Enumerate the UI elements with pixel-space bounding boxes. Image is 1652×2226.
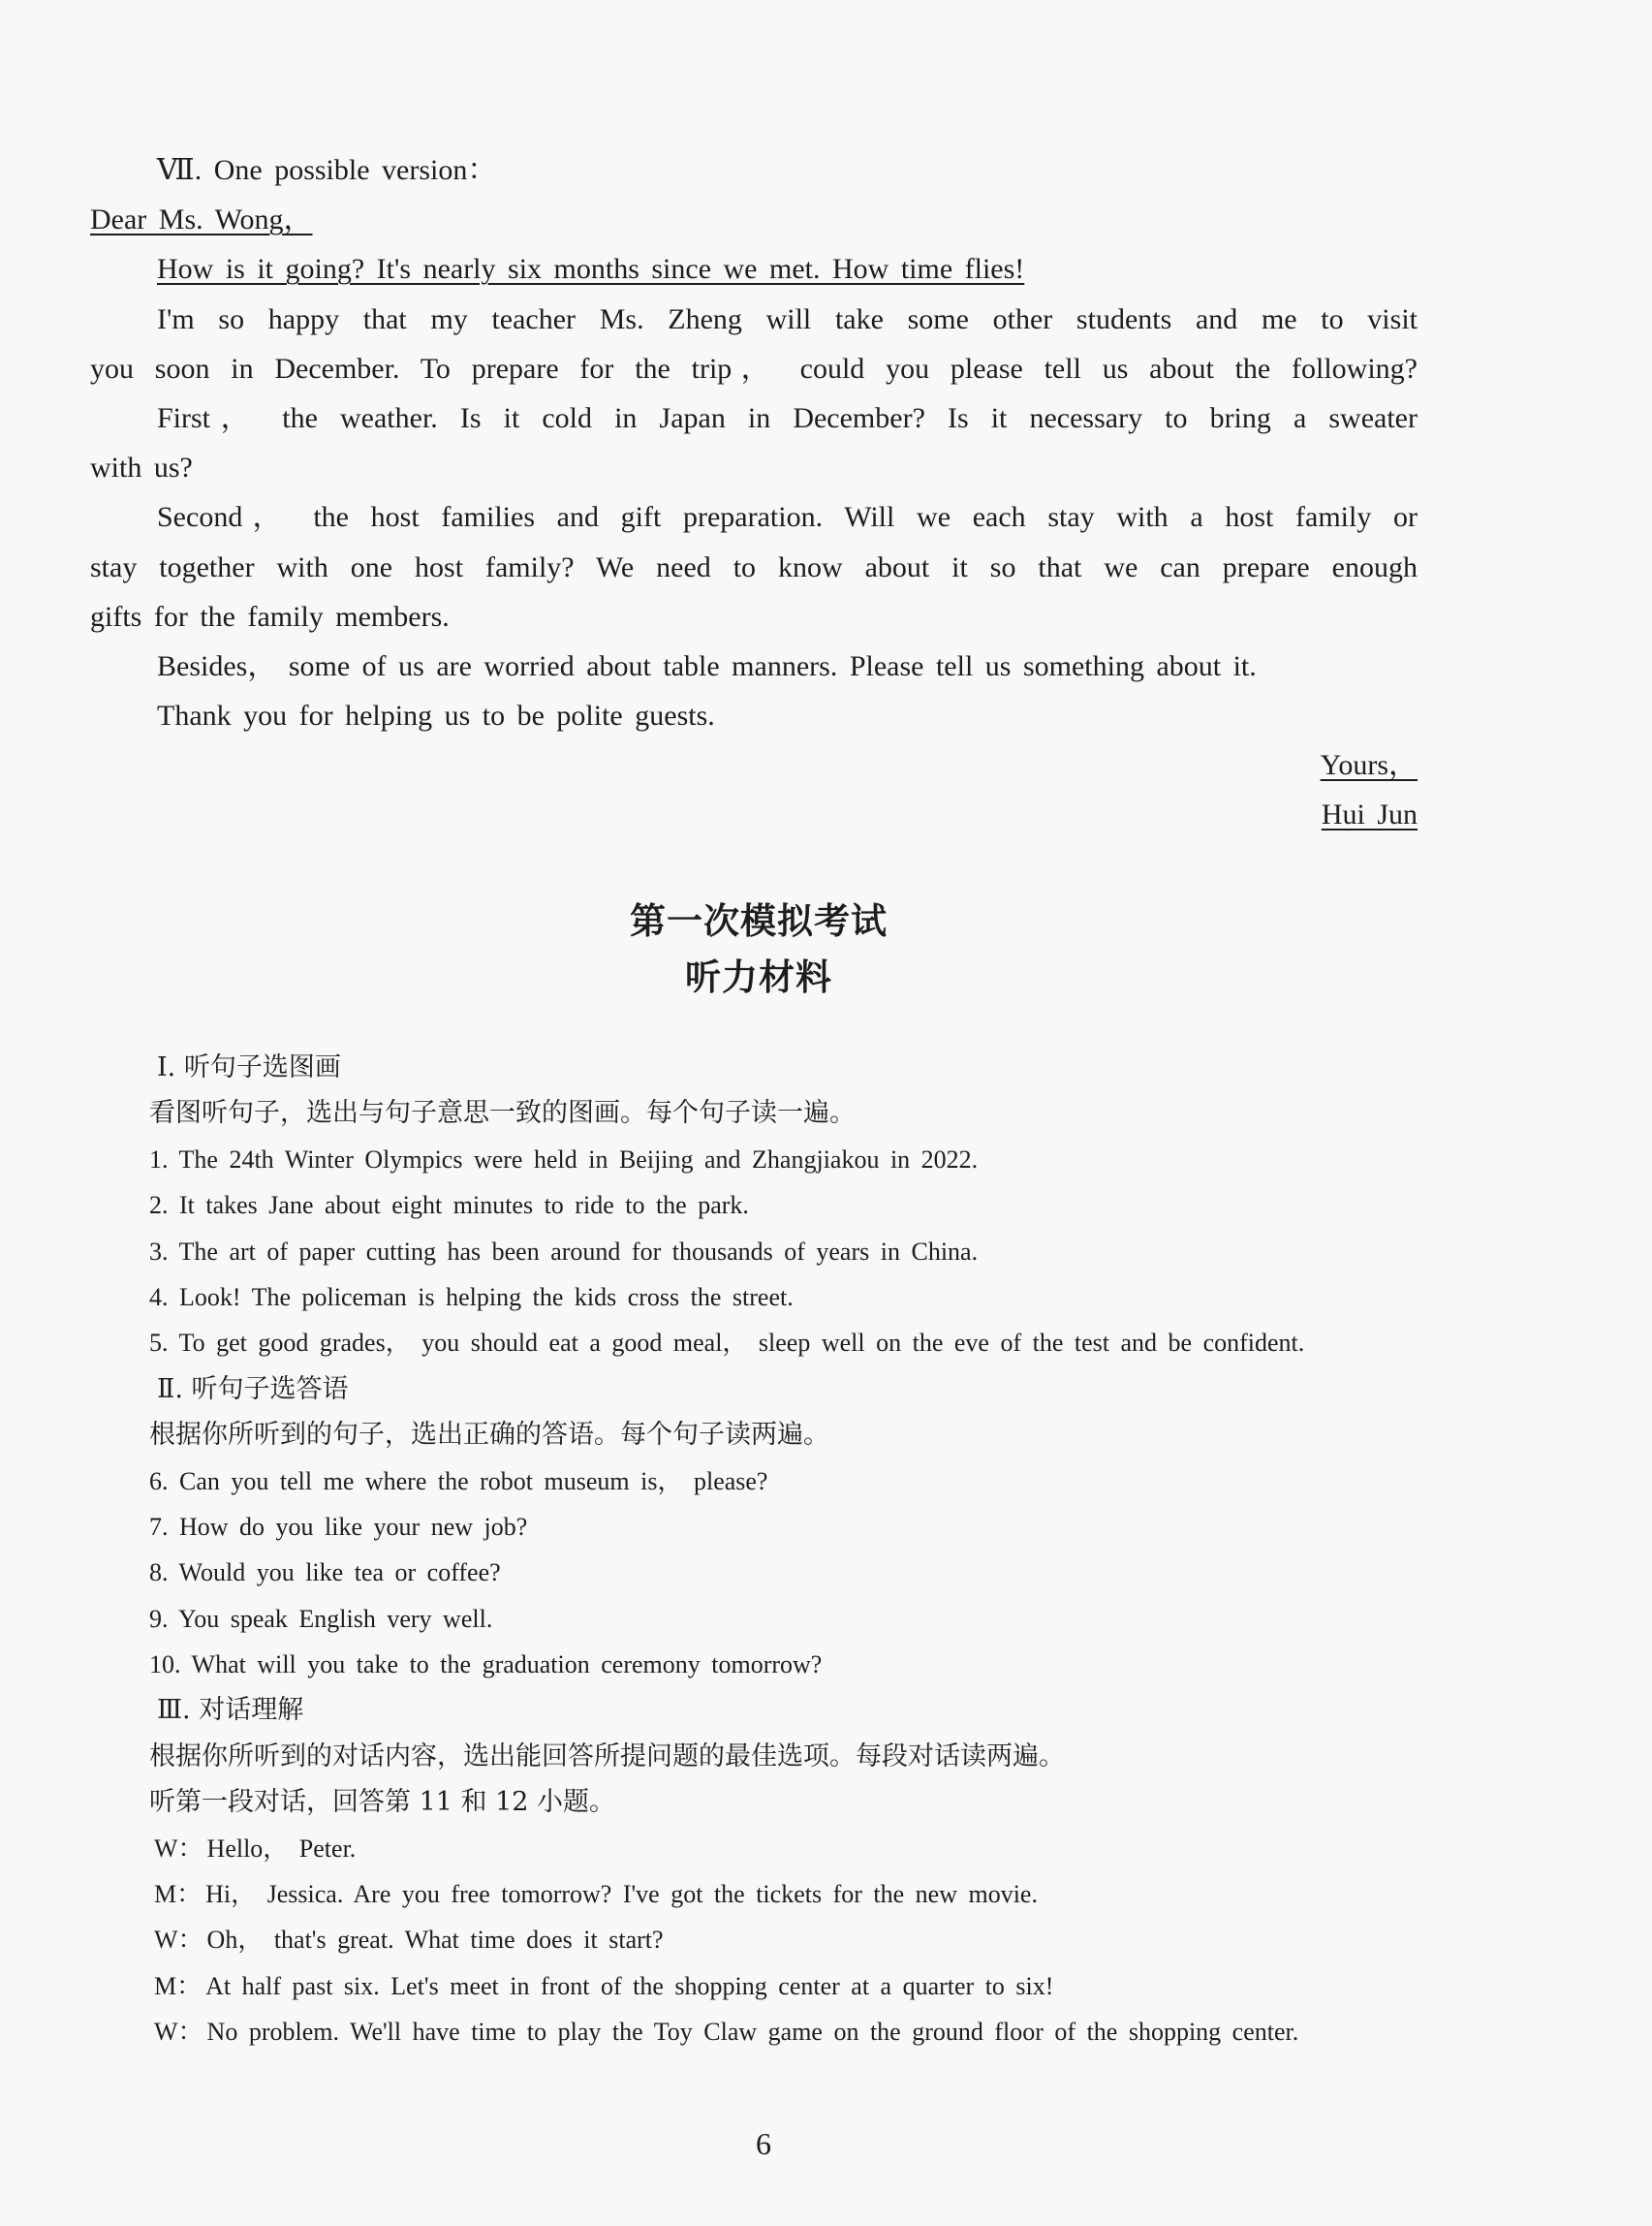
section-heading: Ⅶ. One possible version： — [157, 154, 497, 186]
letter-line: you soon in December. To prepare for the trip， could you please tell us about the following? — [90, 352, 1418, 385]
letter-line: gifts for the family members. — [90, 600, 450, 633]
letter-line: I'm so happy that my teacher Ms. Zheng will take some other students and me to visit — [157, 302, 1418, 335]
exam-heading — [90, 894, 1427, 1006]
letter-line: Thank you for helping us to be polite guests. — [157, 700, 715, 733]
part1-instruction: 看图听句子，选出与句子意思一致的图画。每个句子读一遍。 — [149, 1098, 856, 1129]
dialogue-text: Hello， Peter. — [206, 1834, 357, 1863]
dialogue-line — [149, 2009, 1418, 2054]
question-item: 1. The 24th Winter Olympics were held in Beijing and Zhangjiakou in 2022. — [149, 1144, 979, 1174]
letter-closing — [90, 740, 1418, 790]
question-item: 10. What will you take to the graduation ceremony tomorrow? — [149, 1650, 823, 1679]
dialogue-text: Hi， Jessica. Are you free tomorrow? I've got the tickets for the new movie. — [205, 1880, 1038, 1909]
question-item: 4. Look! The policeman is helping the kids cross the street. — [149, 1282, 794, 1311]
dialogue-line — [149, 1826, 1418, 1871]
dialogue-text: Oh， that's great. What time does it start? — [206, 1926, 664, 1955]
part3-heading: Ⅲ. 对话理解 — [157, 1695, 304, 1726]
part3-sub-instruction: 听第一段对话，回答第 11 和 12 小题。 — [149, 1787, 616, 1818]
question-item: 7. How do you like your new job? — [149, 1512, 528, 1541]
speaker-label: W： — [154, 2018, 203, 2047]
letter-salutation — [90, 195, 1418, 244]
speaker-label: W： — [154, 1834, 203, 1863]
speaker-label: M： — [154, 1880, 203, 1909]
dialogue-line — [149, 1871, 1418, 1917]
exam-subtitle: 听力材料 — [685, 956, 832, 998]
letter-line: Besides， some of us are worried about table manners. Please tell us something about it. — [157, 649, 1257, 682]
listening-material — [149, 1045, 1418, 2055]
question-item: 6. Can you tell me where the robot museum is， please? — [149, 1466, 768, 1495]
letter-signature — [90, 790, 1418, 839]
letter-line — [90, 244, 1418, 294]
question-item: 3. The art of paper cutting has been around for thousands of years in China. — [149, 1237, 979, 1266]
page-number: 6 — [756, 2126, 771, 2161]
letter-line: First， the weather. Is it cold in Japan in December? Is it necessary to bring a sweater — [157, 401, 1418, 434]
question-item: 8. Would you like tea or coffee? — [149, 1558, 501, 1587]
part2-instruction: 根据你所听到的句子，选出正确的答语。每个句子读两遍。 — [149, 1420, 829, 1451]
exam-title: 第一次模拟考试 — [630, 900, 888, 942]
question-item: 9. You speak English very well. — [149, 1604, 493, 1633]
letter-line: stay together with one host family? We need to know about it so that we can prepare enough — [90, 550, 1418, 583]
signature-text: Hui Jun — [1321, 799, 1418, 831]
part2-heading: Ⅱ. 听句子选答语 — [157, 1373, 349, 1404]
speaker-label: W： — [154, 1926, 203, 1955]
question-item: 5. To get good grades， you should eat a good meal， sleep well on the eve of the test and be confident. — [149, 1329, 1305, 1358]
letter-line: Second， the host families and gift preparation. Will we each stay with a host family or — [157, 501, 1418, 534]
question-item: 2. It takes Jane about eight minutes to ride to the park. — [149, 1191, 749, 1220]
part1-heading: Ⅰ. 听句子选图画 — [157, 1052, 341, 1082]
dialogue-line — [149, 1963, 1418, 2009]
opening-sentence: How is it going? It's nearly six months since we met. How time flies! — [157, 253, 1025, 286]
dialogue-text: At half past six. Let's meet in front of the shopping center at a quarter to six! — [205, 1971, 1054, 2000]
sample-letter — [90, 145, 1418, 840]
part3-instruction: 根据你所听到的对话内容，选出能回答所提问题的最佳选项。每段对话读两遍。 — [149, 1740, 1065, 1771]
letter-line: with us? — [90, 452, 193, 485]
dialogue-line — [149, 1917, 1418, 1962]
closing-text: Yours， — [1320, 749, 1418, 782]
salutation-text: Dear Ms. Wong， — [90, 204, 313, 236]
dialogue-text: No problem. We'll have time to play the Toy Claw game on the ground floor of the shopping center. — [206, 2018, 1299, 2047]
speaker-label: M： — [154, 1971, 203, 2000]
